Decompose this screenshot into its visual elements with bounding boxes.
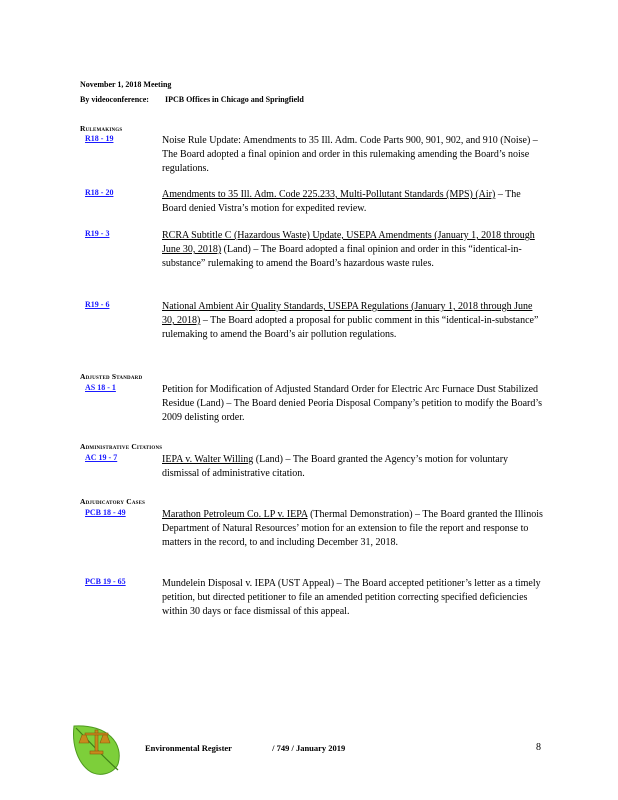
entry-title: National Ambient Air Quality Standards, USEPA Regulations (January 1, 2018 through June 30, 2018): [162, 301, 533, 326]
page-number: 8: [536, 742, 541, 753]
entry-body: (Land) – The Board adopted a final opinion and order in this “identical-in-substance” rulemaking to amend the Board’s hazardous waste rules.: [162, 244, 522, 269]
publication-name: Environmental Register: [145, 743, 232, 753]
leaf-scales-logo-icon: [68, 720, 126, 778]
docket-link-ac19-7[interactable]: AC 19 - 7: [85, 453, 118, 462]
entry-title: Amendments to 35 Ill. Adm. Code 225.233, Multi-Pollutant Standards (MPS) (Air): [162, 189, 496, 200]
meeting-location-value: IPCB Offices in Chicago and Springfield: [164, 95, 304, 104]
page-footer: [0, 720, 618, 780]
section-administrative-citations: Administrative Citations: [80, 442, 163, 451]
entry-text: [162, 188, 547, 216]
entry-text: [162, 577, 547, 619]
docket-link-pcb18-49[interactable]: PCB 18 - 49: [85, 508, 126, 517]
entry-body: Petition for Modification of Adjusted Standard Order for Electric Arc Furnace Dust Stabilized Residue (Land) – The Board denied Peoria Disposal Company’s petition to modify the Board’s 2009 delisting order.: [162, 384, 543, 423]
entry-body: Mundelein Disposal v. IEPA (UST Appeal) – The Board accepted petitioner’s letter as a timely petition, but directed petitioner to file an amended petition correcting specified deficiencies within 30 days or face dismissal of this appeal.: [162, 578, 541, 617]
docket-link-as18-1[interactable]: AS 18 - 1: [85, 383, 116, 392]
entry-text: [162, 508, 547, 550]
issue-info: / 749 / January 2019: [272, 743, 346, 753]
meeting-location-label: By videoconference:: [80, 95, 149, 104]
docket-link-r19-3[interactable]: R19 - 3: [85, 229, 110, 238]
meeting-date: November 1, 2018 Meeting: [80, 80, 172, 89]
section-rulemakings: Rulemakings: [80, 124, 123, 133]
entry-body: (Land) – The Board granted the Agency’s motion for voluntary dismissal of administrative citation.: [162, 454, 509, 479]
entry-body: (Thermal Demonstration) – The Board granted the Illinois Department of Natural Resources’ motion for an extension to file the report and response to matters in the record, to and including December 31, 2018.: [162, 509, 543, 548]
entry-body: Noise Rule Update: Amendments to 35 Ill. Adm. Code Parts 900, 901, 902, and 910 (Noise) – The Board adopted a final opinion and order in this rulemaking amending the Board’s noise regulations.: [162, 135, 538, 174]
entry-title: RCRA Subtitle C (Hazardous Waste) Update, USEPA Amendments (January 1, 2018 through June 30, 2018): [162, 230, 535, 255]
entry-title: Marathon Petroleum Co. LP v. IEPA: [162, 509, 308, 520]
entry-text: [162, 229, 547, 271]
entry-text: [162, 383, 547, 425]
meeting-header: [80, 79, 318, 106]
entry-title: IEPA v. Walter Willing: [162, 454, 254, 465]
entry-text: [162, 453, 547, 481]
entry-body: – The Board denied Vistra’s motion for expedited review.: [162, 189, 521, 214]
entry-body: – The Board adopted a proposal for public comment in this “identical-in-substance” rulemaking to amend the Board’s air pollution regulations.: [162, 315, 539, 340]
section-adjudicatory-cases: Adjudicatory Cases: [80, 497, 146, 506]
footer-publication: [145, 743, 383, 753]
docket-link-r18-20[interactable]: R18 - 20: [85, 188, 114, 197]
docket-link-r19-6[interactable]: R19 - 6: [85, 300, 110, 309]
section-adjusted-standard: Adjusted Standard: [80, 372, 143, 381]
entry-text: [162, 300, 547, 342]
docket-link-pcb19-65[interactable]: PCB 19 - 65: [85, 577, 126, 586]
docket-link-r18-19[interactable]: R18 - 19: [85, 134, 114, 143]
entry-text: [162, 134, 547, 176]
meeting-location: [80, 94, 318, 106]
